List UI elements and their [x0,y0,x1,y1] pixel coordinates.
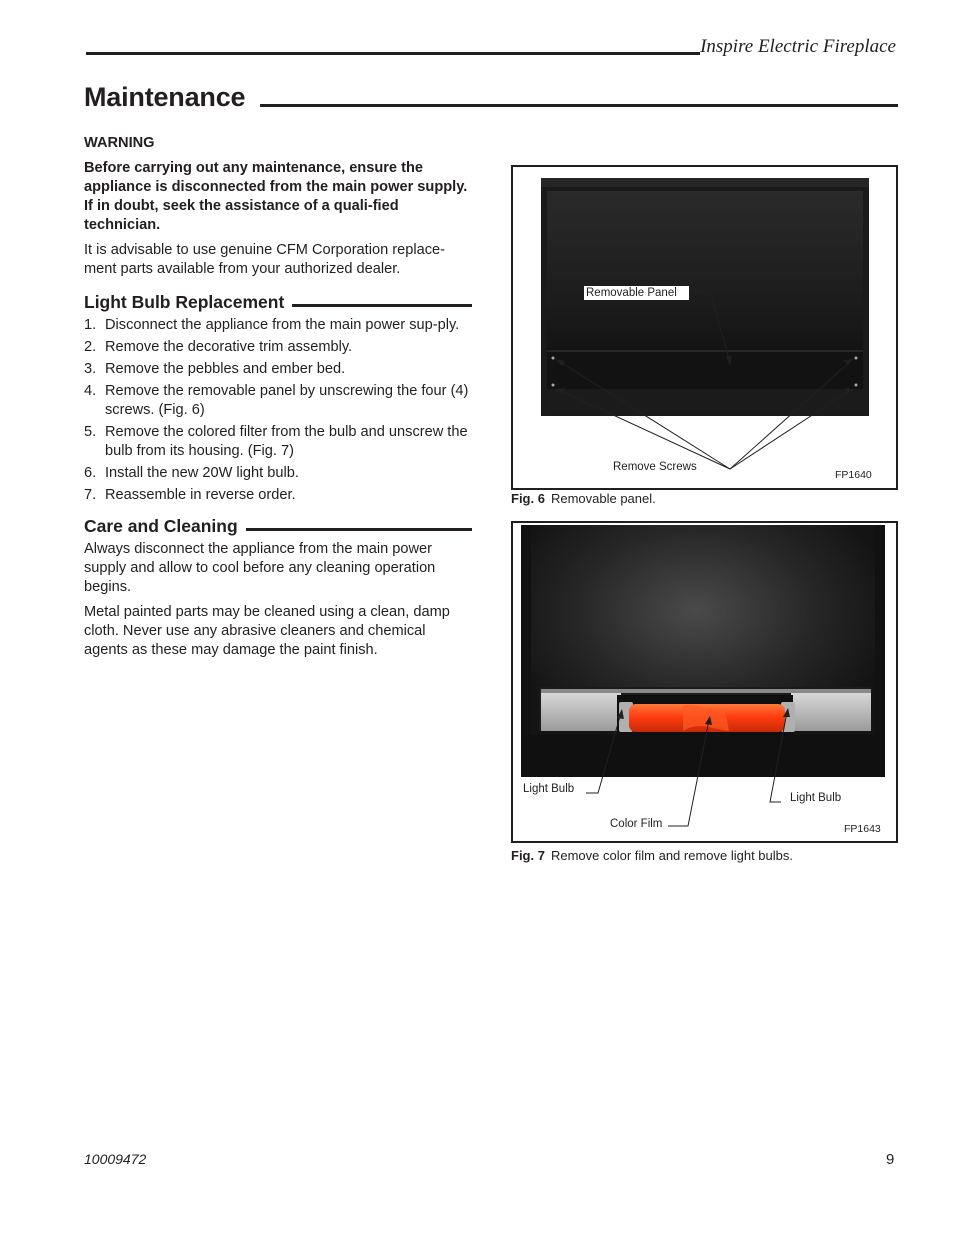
step-number: 3. [84,361,97,377]
care-paragraph-2: Metal painted parts may be cleaned using a clean, damp cloth. Never use any abrasive cleaners and chemical agents as these may damage the paint finish. [84,604,450,658]
care-heading [84,517,472,536]
step-text: Remove the removable panel by unscrewing the four (4) screws. (Fig. 6) [105,383,469,418]
page-number: 9 [886,1151,895,1168]
list-item [84,382,472,420]
remove-screws-label: Remove Screws [613,461,697,473]
step-text: Install the new 20W light bulb. [105,465,299,481]
bulb-housing-right [791,693,871,731]
removable-panel-photo [513,167,896,488]
light-bulb-left-label: Light Bulb [523,783,575,795]
list-item [84,423,472,461]
document-title: Inspire Electric Fireplace [700,36,896,57]
step-text: Remove the decorative trim assembly. [105,339,353,355]
list-item [84,360,472,379]
header-rule [86,52,700,55]
figure-7 [511,521,898,843]
list-item [84,464,472,483]
parts-advice: It is advisable to use genuine CFM Corporation replace-ment parts available from your authorized dealer. [84,242,445,277]
figure-caption-text: Remove color film and remove light bulbs. [550,848,794,863]
figure-code: FP1643 [844,823,881,835]
step-text: Remove the pebbles and ember bed. [105,361,346,377]
heading-rule [246,528,472,531]
section-title-rule [260,104,898,107]
care-heading-text: Care and Cleaning [84,516,238,536]
step-text: Disconnect the appliance from the main power sup-ply. [105,317,460,333]
figure-code: FP1640 [835,469,872,481]
light-bulb-heading [84,293,472,312]
care-paragraph-1: Always disconnect the appliance from the main power supply and allow to cool before any cleaning operation begins. [84,541,436,595]
step-number: 2. [84,339,97,355]
light-bulb-heading-text: Light Bulb Replacement [84,292,285,312]
left-column [84,134,472,666]
list-item [84,486,472,505]
warning-text: Before carrying out any maintenance, ensure the appliance is disconnected from the main power supply. If in doubt, seek the assistance of a quali-fied technician. [84,160,468,233]
section-title: Maintenance [84,82,246,112]
step-number: 7. [84,487,97,503]
warning-heading: WARNING [84,135,155,151]
bulb-housing-left [541,693,621,731]
light-bulb-steps [84,316,472,505]
figure-number: Fig. 7 [511,848,545,863]
figure-7-caption [511,848,793,863]
figure-number: Fig. 6 [511,491,545,506]
figure-6-caption [511,491,656,506]
step-number: 1. [84,317,97,333]
heading-rule [292,304,472,307]
step-number: 6. [84,465,97,481]
list-item [84,338,472,357]
removable-panel-label: Removable Panel [586,287,677,299]
step-text: Remove the colored filter from the bulb and unscrew the bulb from its housing. (Fig. 7) [105,424,468,459]
color-film-label: Color Film [610,818,663,830]
figure-6 [511,165,898,490]
part-number: 10009472 [84,1151,147,1167]
removable-panel [547,191,863,349]
step-text: Reassemble in reverse order. [105,487,296,503]
step-number: 4. [84,383,97,399]
figure-caption-text: Removable panel. [550,491,656,506]
list-item [84,316,472,335]
light-bulb-right-label: Light Bulb [790,792,842,804]
step-number: 5. [84,424,97,440]
